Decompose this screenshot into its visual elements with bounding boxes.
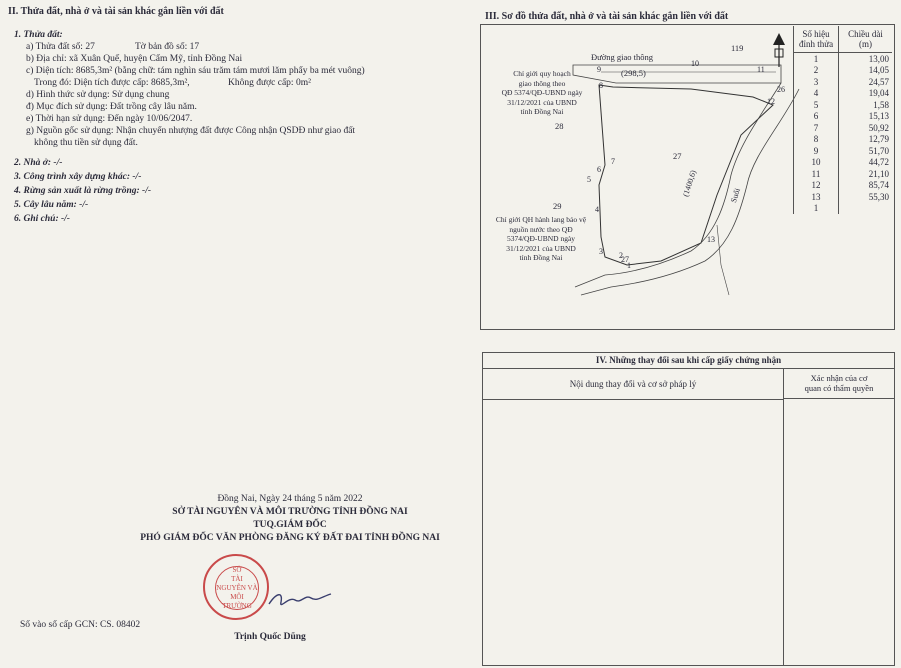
col-length: Chiều dài (m): [839, 26, 893, 53]
signer-name: Trịnh Quốc Dũng: [234, 632, 306, 642]
vertex-label: 6: [597, 165, 601, 174]
vertex-no: 12: [794, 180, 839, 192]
notes: 6. Ghi chú: -/-: [14, 214, 70, 224]
red-stamp: [203, 554, 269, 620]
parcel-28-label: 28: [555, 121, 564, 131]
area-granted: Trong đó: Diện tích được cấp: 8685,3m²,: [34, 78, 190, 88]
north-arrow-icon: [773, 33, 785, 67]
table-row: [794, 168, 893, 180]
vertex-label: 10: [691, 59, 699, 68]
vertex-no: 1: [794, 53, 839, 65]
segment-length: [839, 203, 893, 215]
use-origin: g) Nguồn gốc sử dụng: Nhận chuyển nhượng đất được Công nhận QSDĐ như giao đất: [26, 126, 356, 136]
map-sheet: Tờ bản đồ số: 17: [135, 42, 200, 52]
sign-role1: TUQ.GIÁM ĐỐC: [253, 520, 327, 530]
vertex-label: 1: [627, 261, 631, 270]
plan-note-line: giao thông theo: [518, 78, 566, 88]
segment-length: 15,13: [839, 111, 893, 123]
land-heading: 1. Thửa đất:: [14, 30, 63, 40]
table-row: [794, 65, 893, 77]
table-row: [794, 122, 893, 134]
area: c) Diện tích: 8685,3m² (bằng chữ: tám nghìn sáu trăm tám mươi lăm phẩy ba mét vuông): [26, 66, 365, 76]
table-row: [794, 111, 893, 123]
segment-length: 19,04: [839, 88, 893, 100]
vertex-label: 5: [587, 175, 591, 184]
table-row: [794, 76, 893, 88]
table-row: [794, 191, 893, 203]
area-not-granted: Không được cấp: 0m²: [228, 78, 311, 88]
segment-length: 51,70: [839, 145, 893, 157]
authority-header-line1: Xác nhận của cơ: [810, 373, 868, 383]
parcel-27-label: 27: [673, 151, 682, 161]
plan-note-line: tỉnh Đồng Nai: [520, 107, 564, 116]
table-row: [794, 157, 893, 169]
section-4-title: IV. Những thay đổi sau khi cấp giấy chứng nhận: [483, 353, 894, 369]
vertex-no: 11: [794, 168, 839, 180]
water-note-line: tỉnh Đồng Nai: [519, 253, 563, 262]
table-row: [794, 53, 893, 65]
segment-length: 24,57: [839, 76, 893, 88]
vertex-no: 7: [794, 122, 839, 134]
house: 2. Nhà ở: -/-: [14, 158, 63, 168]
road-outline: [573, 65, 781, 83]
col-vertex-no: Số hiệu đỉnh thửa: [794, 26, 839, 53]
sign-role2: PHÓ GIÁM ĐỐC VĂN PHÒNG ĐĂNG KÝ ĐẤT ĐAI TỈNH ĐỒNG NAI: [140, 533, 440, 543]
segment-length: 1,58: [839, 99, 893, 111]
segment-length: 44,72: [839, 157, 893, 169]
vertex-no: 8: [794, 134, 839, 146]
vertex-no: 13: [794, 191, 839, 203]
segment-length: 50,92: [839, 122, 893, 134]
other-works: 3. Công trình xây dựng khác: -/-: [14, 172, 142, 182]
forest: 4. Rừng sản xuất là rừng trồng: -/-: [14, 186, 152, 196]
authority-confirmation-header: [784, 369, 894, 399]
road-width: (298,5): [621, 68, 646, 78]
table-row: [794, 134, 893, 146]
vertex-label: 12: [767, 97, 775, 106]
gcn-number: Số vào sổ cấp GCN: CS. 08402: [20, 620, 141, 630]
parcel-119-label: 119: [731, 43, 744, 53]
segment-length: 14,05: [839, 65, 893, 77]
vertex-no: 3: [794, 76, 839, 88]
authority-header-line2: quan có thẩm quyền: [804, 383, 874, 393]
section-2-title: II. Thửa đất, nhà ở và tài sản khác gắn liền với đất: [8, 6, 224, 17]
vertex-label: 11: [757, 65, 765, 74]
vertex-no: 1: [794, 203, 839, 215]
perennial-trees: 5. Cây lâu năm: -/-: [14, 200, 89, 210]
water-note: [481, 215, 601, 263]
side-line: [717, 225, 729, 295]
table-row: [794, 180, 893, 192]
segment-length: 85,74: [839, 180, 893, 192]
water-note-line: 31/12/2021 của UBND: [506, 243, 576, 253]
use-purpose: đ) Mục đích sử dụng: Đất trồng cây lâu năm.: [26, 102, 197, 112]
parcel-27b-label: 27: [621, 255, 629, 264]
vertex-no: 5: [794, 99, 839, 111]
sign-org: SỞ TÀI NGUYÊN VÀ MÔI TRƯỜNG TỈNH ĐỒNG NAI: [172, 507, 408, 517]
vertex-label: 13: [707, 235, 715, 244]
vertex-no: 4: [794, 88, 839, 100]
vertex-label: 3: [599, 247, 603, 256]
address: b) Địa chỉ: xã Xuân Quế, huyện Cẩm Mỹ, tỉnh Đồng Nai: [26, 54, 243, 64]
table-row: [794, 145, 893, 157]
table-row: [794, 88, 893, 100]
changes-content-header: Nội dung thay đổi và cơ sở pháp lý: [483, 369, 784, 400]
vertex-no: 2: [794, 65, 839, 77]
water-note-line: 5374/QĐ-UBND ngày: [506, 234, 576, 243]
vertex-no: 9: [794, 145, 839, 157]
parcel-number: a) Thửa đất số: 27: [26, 42, 95, 52]
section-4-changes: [482, 352, 895, 666]
table-header: [794, 26, 893, 53]
road-label: Đường giao thông: [591, 52, 653, 62]
table-row: [794, 203, 893, 215]
vertex-length-table: [793, 26, 892, 214]
vertex-label: 2: [619, 251, 623, 260]
section-3-title: III. Sơ đồ thửa đất, nhà ở và tài sản khác gắn liền với đất: [485, 11, 729, 22]
table-row: [794, 99, 893, 111]
plan-note: [487, 69, 597, 117]
water-note-line: Chỉ giới QH hành lang bảo vệ: [495, 215, 587, 224]
parcel-29-label: 29: [553, 201, 562, 211]
stream-width: (1400,6): [681, 169, 699, 198]
vertex-label: 9: [597, 65, 601, 74]
plan-note-line: Chỉ giới quy hoạch: [513, 69, 571, 78]
water-note-line: nguồn nước theo QĐ: [509, 224, 573, 234]
vertex-label: 7: [611, 157, 615, 166]
use-origin-cont: không thu tiền sử dụng đất.: [34, 138, 138, 148]
parcel-27-boundary: [599, 85, 773, 265]
use-term: e) Thời hạn sử dụng: Đến ngày 10/06/2047.: [26, 114, 193, 124]
stamp-line3: MÔI TRƯỜNG: [222, 592, 252, 610]
handwritten-signature: [265, 588, 335, 612]
column-divider: [783, 399, 784, 665]
plan-note-line: 31/12/2021 của UBND: [507, 97, 577, 107]
use-form: d) Hình thức sử dụng: Sử dụng chung: [26, 90, 170, 100]
segment-length: 12,79: [839, 134, 893, 146]
plan-note-line: QĐ 5374/QĐ-UBND ngày: [501, 88, 583, 97]
vertex-label: 26: [777, 85, 785, 94]
vertex-no: 10: [794, 157, 839, 169]
segment-length: 21,10: [839, 168, 893, 180]
vertex-label: 4: [595, 205, 599, 214]
segment-length: 13,00: [839, 53, 893, 65]
stamp-line2: TÀI NGUYÊN VÀ: [216, 574, 258, 592]
stamp-line1: SỞ: [232, 565, 242, 574]
segment-length: 55,30: [839, 191, 893, 203]
sign-date: Đồng Nai, Ngày 24 tháng 5 năm 2022: [217, 494, 363, 504]
vertex-no: 6: [794, 111, 839, 123]
vertex-label: 8: [599, 81, 603, 90]
stream-line-1: [575, 83, 781, 287]
stream-label: Suối: [729, 187, 743, 204]
